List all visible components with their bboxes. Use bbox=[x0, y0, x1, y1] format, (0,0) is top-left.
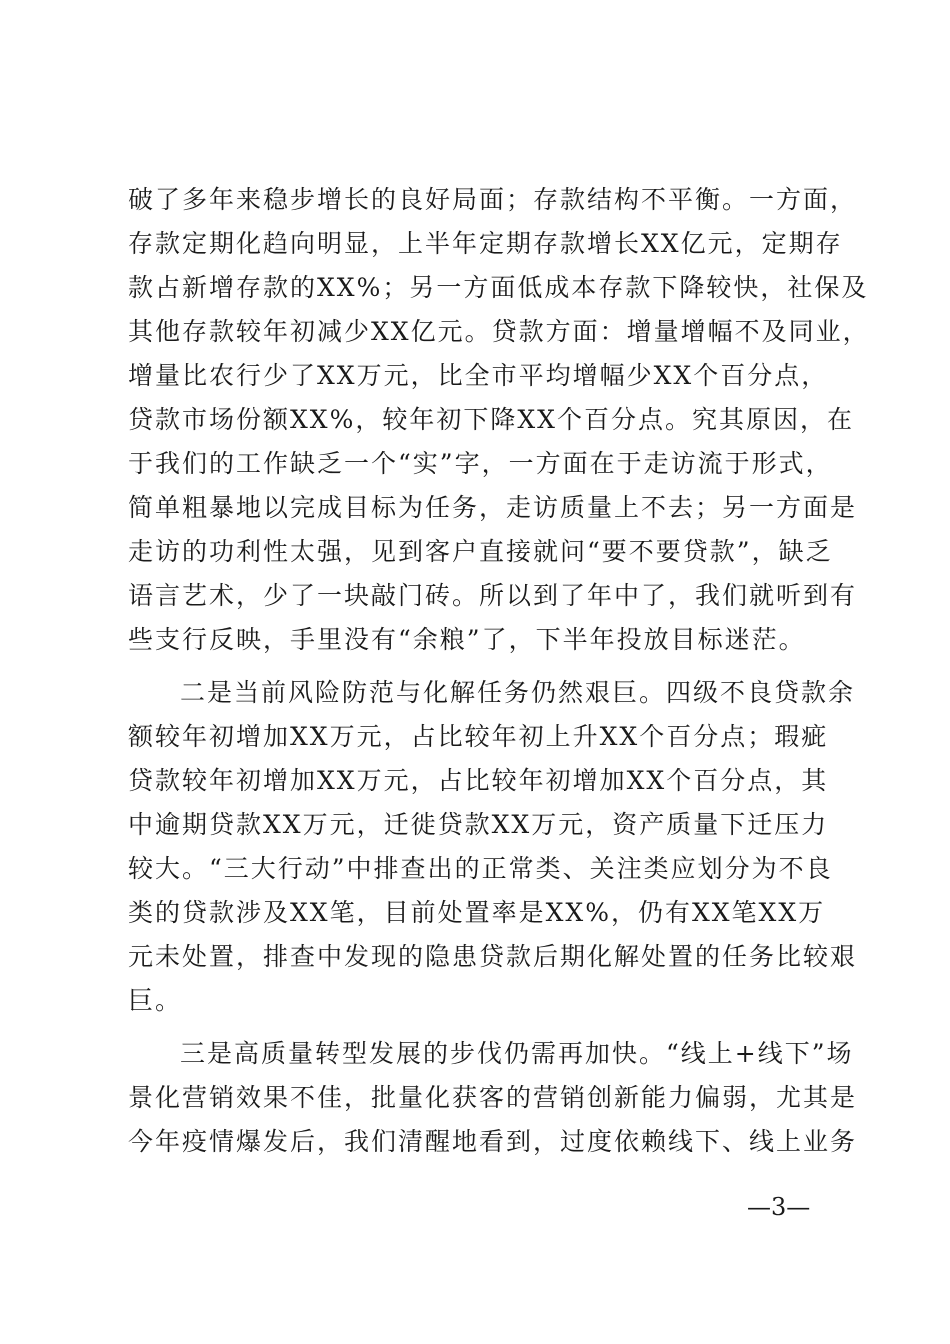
text-line: 二是当前风险防范与化解任务仍然艰巨。四级不良贷款余 bbox=[180, 678, 856, 707]
text-line: 于我们的工作缺乏一个“实”字，一方面在于走访流于形式， bbox=[128, 449, 833, 478]
text-line: 今年疫情爆发后，我们清醒地看到，过度依赖线下、线上业务 bbox=[128, 1127, 858, 1156]
text-line: 贷款较年初增加XX万元，占比较年初增加XX个百分点，其 bbox=[128, 766, 829, 795]
text-line: 类的贷款涉及XX笔，目前处置率是XX%，仍有XX笔XX万 bbox=[128, 898, 826, 927]
page-number: —3— bbox=[747, 1193, 811, 1221]
text-line: 增量比农行少了XX万元，比全市平均增幅少XX个百分点， bbox=[128, 361, 829, 390]
text-line: 存款定期化趋向明显，上半年定期存款增长XX亿元，定期存 bbox=[128, 229, 843, 258]
text-line: 些支行反映，手里没有“余粮”了，下半年投放目标迷茫。 bbox=[128, 625, 806, 654]
text-line: 款占新增存款的XX%；另一方面低成本存款下降较快，社保及 bbox=[128, 273, 869, 302]
text-line: 简单粗暴地以完成目标为任务，走访质量上不去；另一方面是 bbox=[128, 493, 858, 522]
text-line: 较大。“三大行动”中排查出的正常类、关注类应划分为不良 bbox=[128, 854, 833, 883]
text-line: 景化营销效果不佳，批量化获客的营销创新能力偏弱，尤其是 bbox=[128, 1083, 858, 1112]
text-line: 其他存款较年初减少XX亿元。贷款方面：增量增幅不及同业， bbox=[128, 317, 870, 346]
text-line: 破了多年来稳步增长的良好局面；存款结构不平衡。一方面， bbox=[128, 185, 858, 214]
text-line: 巨。 bbox=[128, 986, 183, 1015]
text-line: 中逾期贷款XX万元，迁徙贷款XX万元，资产质量下迁压力 bbox=[128, 810, 829, 839]
text-line: 三是高质量转型发展的步伐仍需再加快。“线上+线下”场 bbox=[180, 1039, 854, 1068]
paragraph-3 bbox=[128, 1032, 858, 1164]
text-line: 额较年初增加XX万元，占比较年初上升XX个百分点；瑕疵 bbox=[128, 722, 829, 751]
text-line: 贷款市场份额XX%，较年初下降XX个百分点。究其原因，在 bbox=[128, 405, 854, 434]
text-line: 元未处置，排查中发现的隐患贷款后期化解处置的任务比较艰 bbox=[128, 942, 858, 971]
body-text bbox=[128, 178, 870, 1164]
text-line: 走访的功利性太强，见到客户直接就问“要不要贷款”，缺乏 bbox=[128, 537, 833, 566]
paragraph-2 bbox=[128, 671, 858, 1023]
text-line: 语言艺术，少了一块敲门砖。所以到了年中了，我们就听到有 bbox=[128, 581, 858, 610]
paragraph-1 bbox=[128, 178, 870, 662]
